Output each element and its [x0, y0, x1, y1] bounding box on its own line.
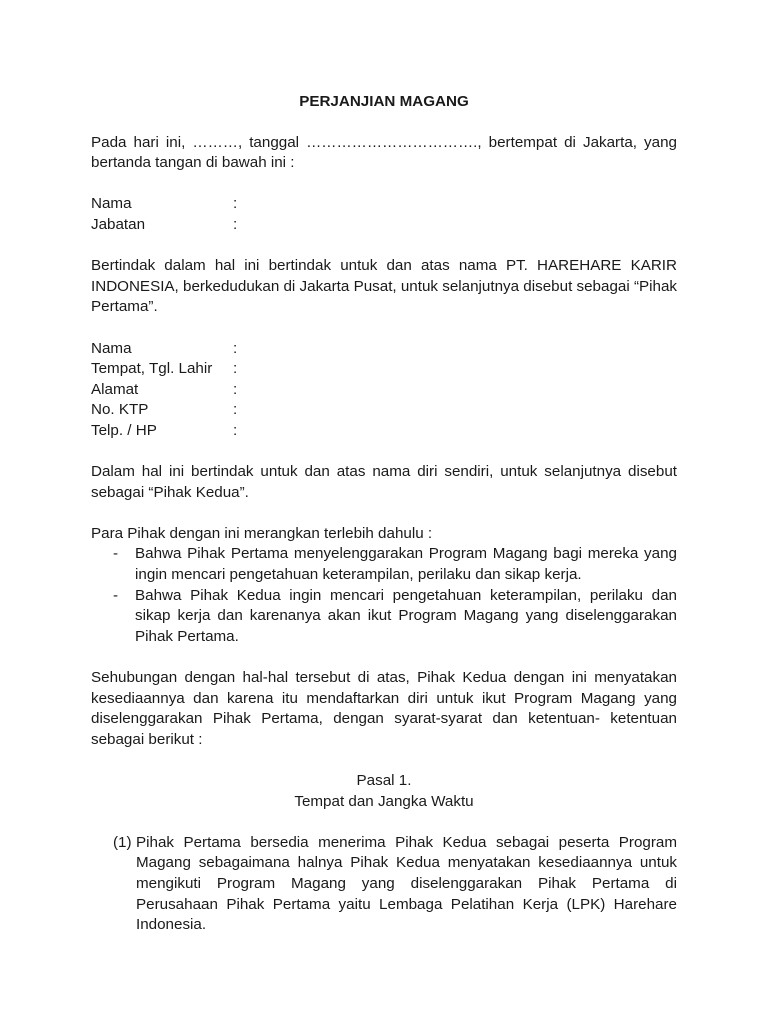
article-heading: Tempat dan Jangka Waktu	[294, 792, 474, 810]
field-label: Alamat	[91, 380, 139, 398]
recitals-intro: Para Pihak dengan ini merangkan terlebih dahulu :	[91, 524, 433, 542]
field-row	[91, 421, 677, 442]
field-colon: :	[233, 339, 238, 357]
intro-paragraph: Pada hari ini, ………, tanggal ……………………………., bertempat di Jakarta, yang bertanda tangan di bawah ini :	[91, 133, 677, 172]
field-row	[91, 400, 677, 421]
field-label: Telp. / HP	[91, 421, 157, 439]
second-party-statement: Dalam hal ini bertindak untuk dan atas nama diri sendiri, untuk selanjutnya disebut sebagai “Pihak Kedua”.	[91, 463, 677, 501]
article-number: Pasal 1.	[356, 772, 412, 789]
field-colon: :	[233, 215, 238, 233]
field-row	[91, 359, 677, 380]
field-label: Nama	[91, 339, 132, 357]
recitals-list	[91, 544, 677, 647]
field-label: No. KTP	[91, 401, 149, 419]
field-colon: :	[233, 360, 238, 378]
field-label: Nama	[91, 195, 132, 213]
list-item-text: Bahwa Pihak Kedua ingin mencari pengetahuan keterampilan, perilaku dan sikap kerja dan karenanya akan ikut Program Magang yang diselenggarakan Pihak Pertama.	[135, 586, 677, 645]
list-item-text: Bahwa Pihak Pertama menyelenggarakan Program Magang bagi mereka yang ingin mencari pengetahuan keterampilan, perilaku dan sikap kerja.	[135, 545, 677, 584]
list-marker: -	[113, 545, 119, 563]
field-row	[91, 380, 677, 401]
field-label: Tempat, Tgl. Lahir	[91, 360, 213, 378]
clause-item	[91, 833, 677, 936]
field-colon: :	[233, 380, 238, 398]
field-label: Jabatan	[91, 215, 146, 233]
article-clauses	[91, 833, 677, 936]
second-party-fields	[91, 339, 677, 442]
first-party-statement: Bertindak dalam hal ini bertindak untuk dan atas nama PT. HAREHARE KARIR INDONESIA, berkedudukan di Jakarta Pusat, untuk selanjutnya disebut sebagai “Pihak Pertama”.	[91, 257, 677, 316]
clause-marker: (1)	[113, 833, 132, 851]
field-row	[91, 215, 677, 236]
clause-text: Pihak Pertama bersedia menerima Pihak Kedua sebagai peserta Program Magang sebagaimana halnya Pihak Kedua menyatakan kesediaannya untuk mengikuti Program Magang yang diselenggarakan Pihak Pertama di Perusahaan Pihak Pertama yaitu Lembaga Pelatihan Kerja (LPK) Harehare Indonesia.	[136, 833, 677, 934]
document-title: PERJANJIAN MAGANG	[299, 93, 469, 110]
list-item	[91, 544, 677, 585]
list-marker: -	[113, 586, 119, 604]
agreement-statement: Sehubungan dengan hal-hal tersebut di atas, Pihak Kedua dengan ini menyatakan kesediaannya dan karena itu mendaftarkan diri untuk ikut Program Magang yang diselenggarakan Pihak Pertama, dengan syarat-syarat dan ketentuan- ketentuan sebagai berikut :	[91, 669, 677, 748]
field-row	[91, 194, 677, 215]
field-row	[91, 339, 677, 360]
field-colon: :	[233, 421, 238, 439]
first-party-fields	[91, 194, 677, 235]
list-item	[91, 586, 677, 648]
field-colon: :	[233, 401, 238, 419]
field-colon: :	[233, 195, 238, 213]
